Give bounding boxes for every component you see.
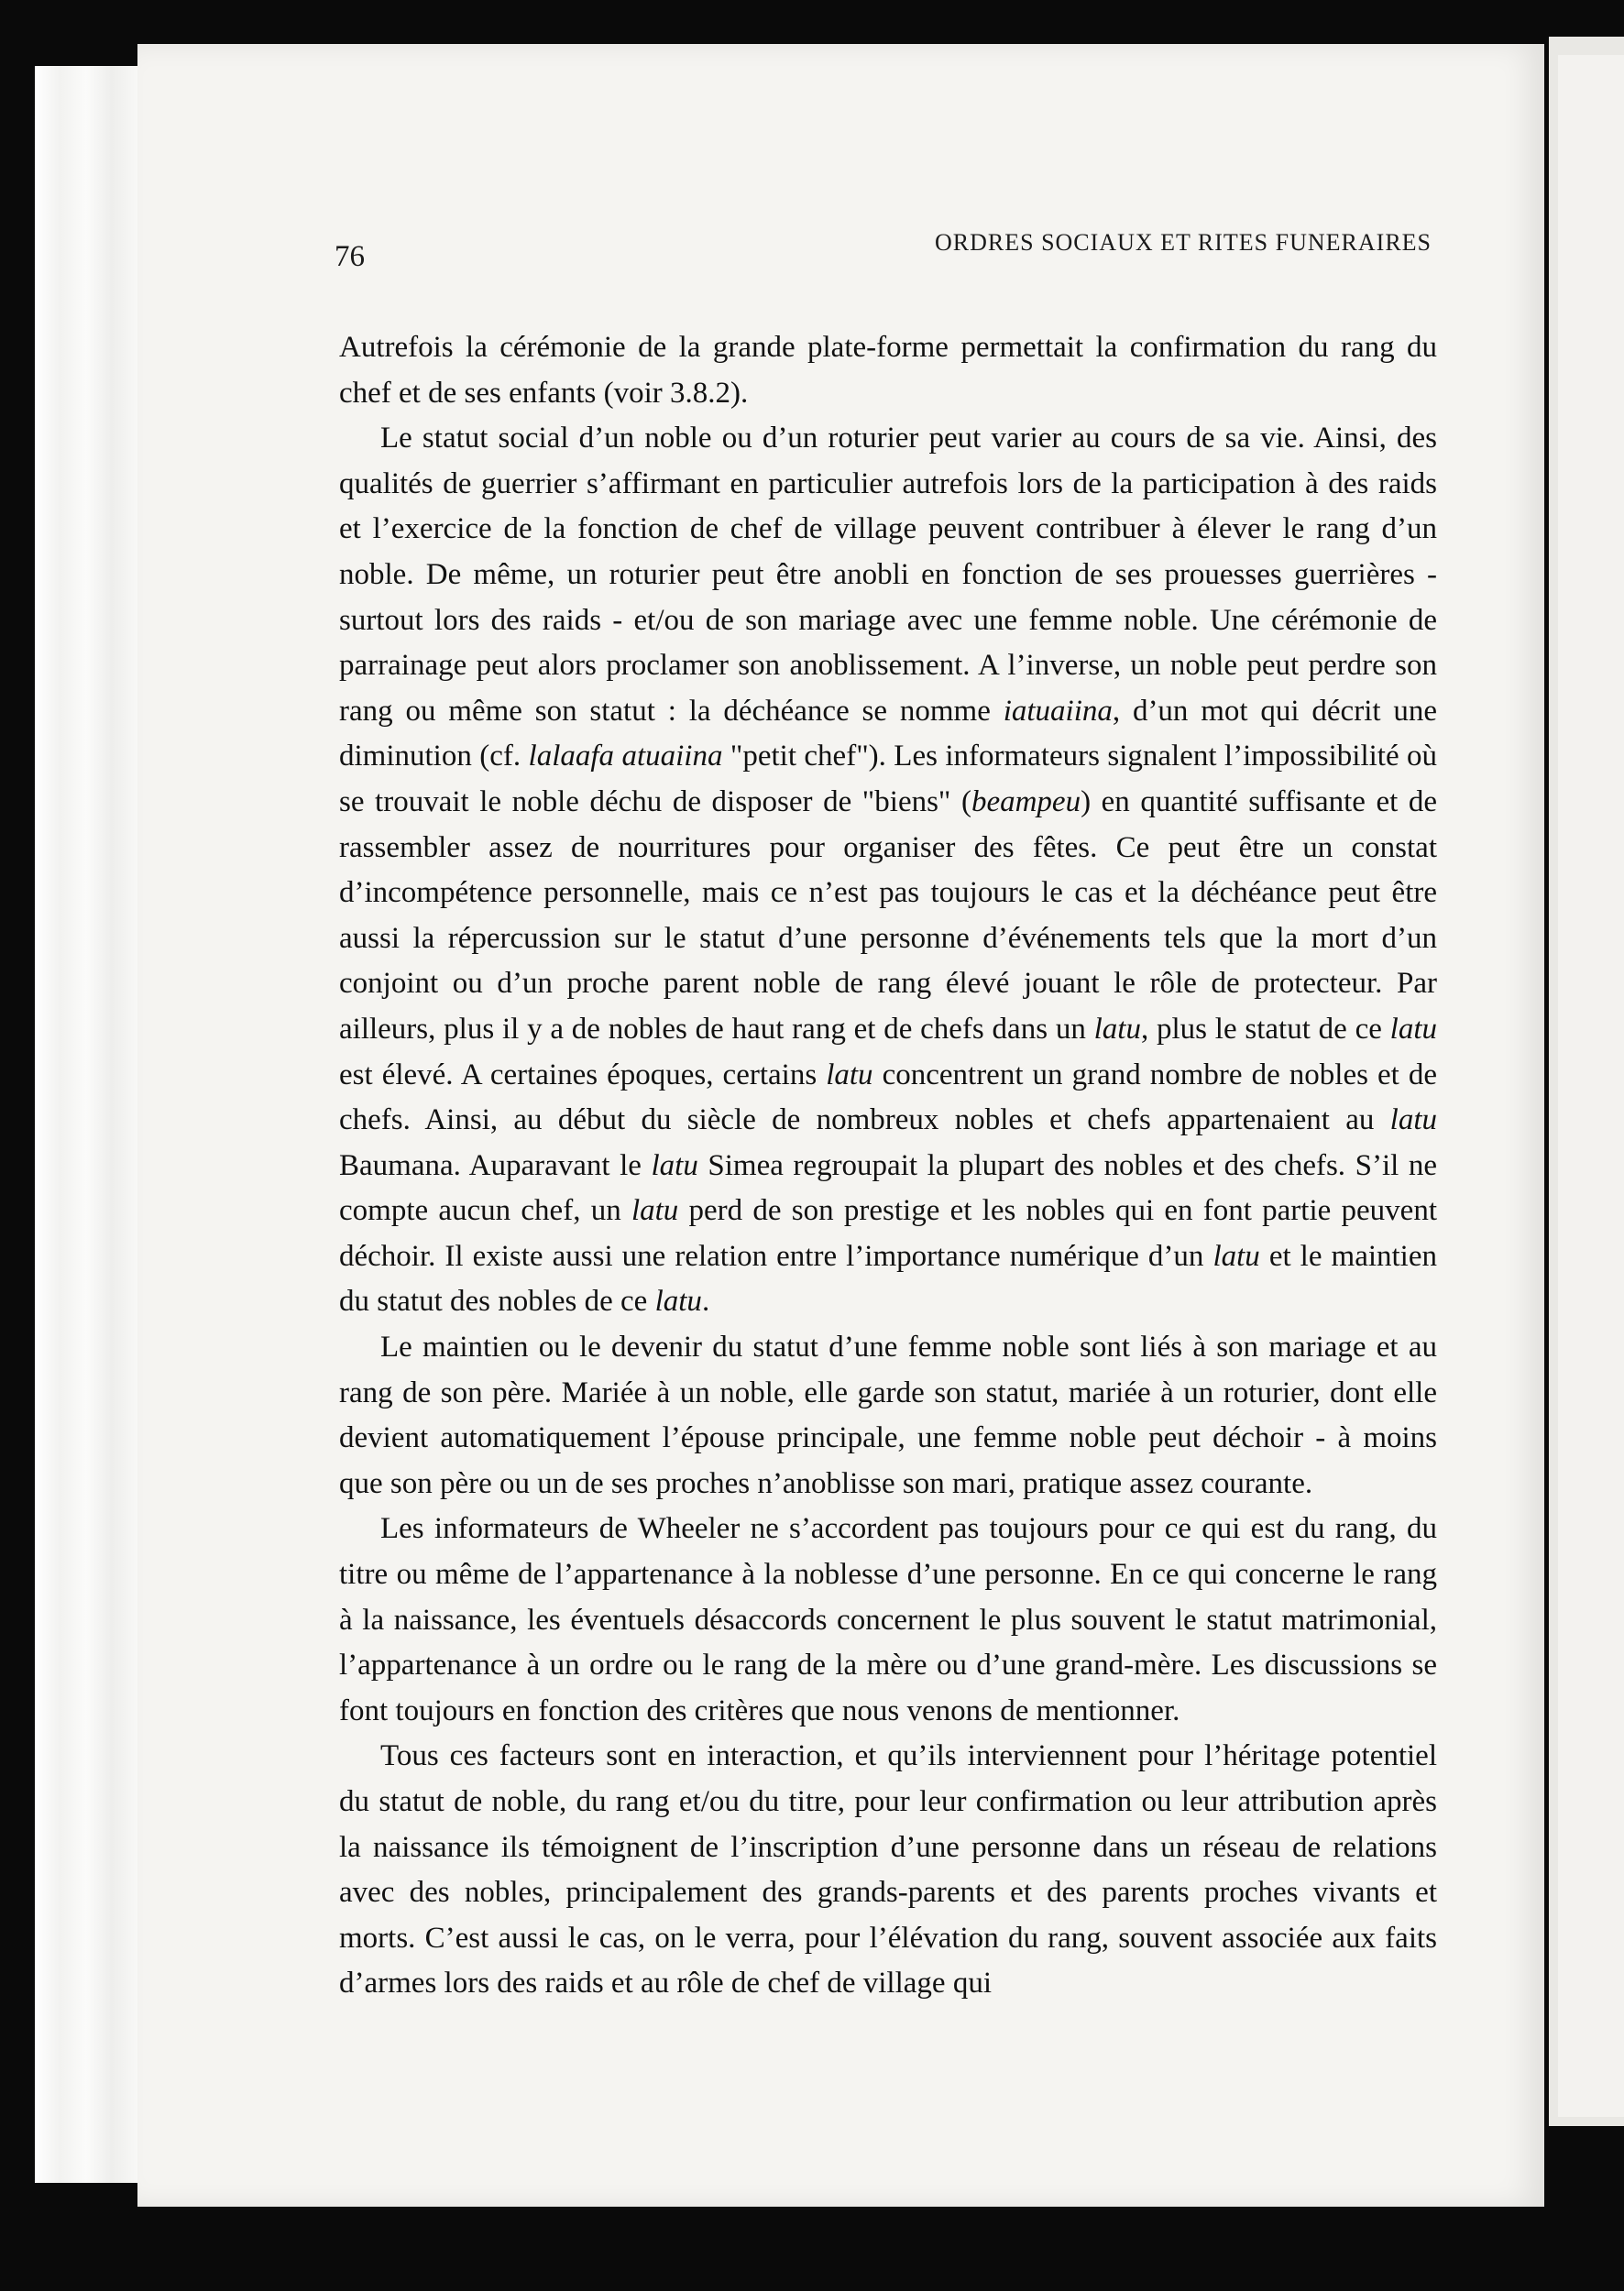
text-run: Les informateurs de Wheeler ne s’accordent pas toujours pour ce qui est du rang, du titre ou même de l’appartenance à la noblesse d’une personne. En ce qui concerne le rang à la naissance, les éventuels désaccords concernent le plus souvent le statut matrimonial, l’appartenance à un ordre ou le rang de la mère ou d’une grand-mère. Les discussions se font toujours en fonction des critères que nous venons de mentionner.	[339, 1512, 1437, 1727]
text-run: ) en quantité suffisante et de rassembler assez de nourritures pour organiser des fêtes. Ce peut être un constat d’incompétence personnelle, mais ce n’est pas toujours le cas et la déchéance peut être aussi la répercussion sur le statut d’une personne d’événements tels que la mort d’un conjoint ou d’un proche parent noble de rang élevé jouant le rôle de protecteur. Par ailleurs, plus il y a de nobles de haut rang et de chefs dans un	[339, 784, 1437, 1046]
text-run: .	[701, 1285, 710, 1319]
italic-term: latu	[651, 1148, 698, 1182]
italic-term: beampeu	[971, 784, 1081, 818]
italic-term: latu	[631, 1194, 679, 1228]
text-run: , d’un mot qui décrit une diminution (cf.	[339, 694, 1438, 773]
running-title: ORDRES SOCIAUX ET RITES FUNERAIRES	[934, 229, 1432, 256]
paragraph	[339, 1734, 1437, 2007]
italic-term: latu	[1389, 1103, 1437, 1137]
text-run: "petit chef"). Les informateurs signalent l’impossibilité où se trouvait le noble déchu de disposer de "biens" (	[339, 740, 1438, 818]
text-run: Autrefois la cérémonie de la grande plate-forme permettait la confirmation du rang du chef et de ses enfants (voir 3.8.2).	[339, 331, 1437, 410]
paragraph	[339, 1507, 1437, 1734]
italic-term: latu	[1213, 1239, 1260, 1273]
italic-term: latu	[826, 1058, 873, 1091]
text-run: est élevé. A certaines époques, certains	[339, 1058, 827, 1091]
paragraph	[339, 325, 1437, 416]
paragraph	[339, 1325, 1437, 1507]
body-text	[339, 325, 1437, 2007]
text-run: Le maintien ou le devenir du statut d’une femme noble sont liés à son mariage et au rang de son père. Mariée à un noble, elle garde son statut, mariée à un roturier, dont elle devient automatiquement l’épouse principale, une femme noble peut déchoir - à moins que son père ou un de ses proches n’anoblisse son mari, pratique assez courante.	[339, 1331, 1437, 1500]
paragraph	[339, 416, 1437, 1325]
text-run: , plus le statut de ce	[1140, 1012, 1390, 1046]
italic-term: latu	[1389, 1012, 1438, 1046]
text-run: Simea regroupait la plupart des nobles et des chefs. S’il ne compte aucun chef, un	[339, 1148, 1438, 1228]
text-run: et le maintien du statut des nobles de ce	[339, 1239, 1437, 1319]
text-run: Le statut social d’un noble ou d’un roturier peut varier au cours de sa vie. Ainsi, des qualités de guerrier s’affirmant en particulier autrefois lors de la participation à des raids et l’exercice de la fonction de chef de village peuvent contribuer à élever le rang d’un noble. De même, un roturier peut être anobli en fonction de ses prouesses guerrières - surtout lors des raids - et/ou de son mariage avec une femme noble. Une cérémonie de parrainage peut alors proclamer son anoblissement. A l’inverse, un noble peut perdre son rang ou même son statut : la déchéance se nomme	[339, 422, 1437, 728]
italic-term: lalaafa atuaiina	[528, 740, 723, 773]
text-run: concentrent un grand nombre de nobles et de chefs. Ainsi, au début du siècle de nombreux nobles et chefs appartenaient au	[339, 1058, 1437, 1137]
text-run: Tous ces facteurs sont en interaction, et qu’ils interviennent pour l’héritage potentiel du statut de noble, du rang et/ou du titre, pour leur confirmation ou leur attribution après la naissance ils témoignent de l’inscription d’une personne dans un réseau de relations avec des nobles, principalement des grands-parents et des parents proches vivants et morts. C’est aussi le cas, on le verra, pour l’élévation du rang, souvent associée aux faits d’armes lors des raids et au rôle de chef de village qui	[339, 1739, 1437, 2001]
italic-term: latu	[654, 1285, 702, 1319]
text-run: perd de son prestige et les nobles qui en font partie peuvent déchoir. Il existe aussi une relation entre l’importance numérique d’un	[339, 1194, 1437, 1273]
page-number: 76	[335, 240, 365, 273]
italic-term: iatuaiina	[1003, 694, 1113, 728]
text-run: Baumana. Auparavant le	[339, 1148, 652, 1182]
facing-page-surface	[1558, 55, 1624, 2117]
italic-term: latu	[1093, 1012, 1141, 1046]
